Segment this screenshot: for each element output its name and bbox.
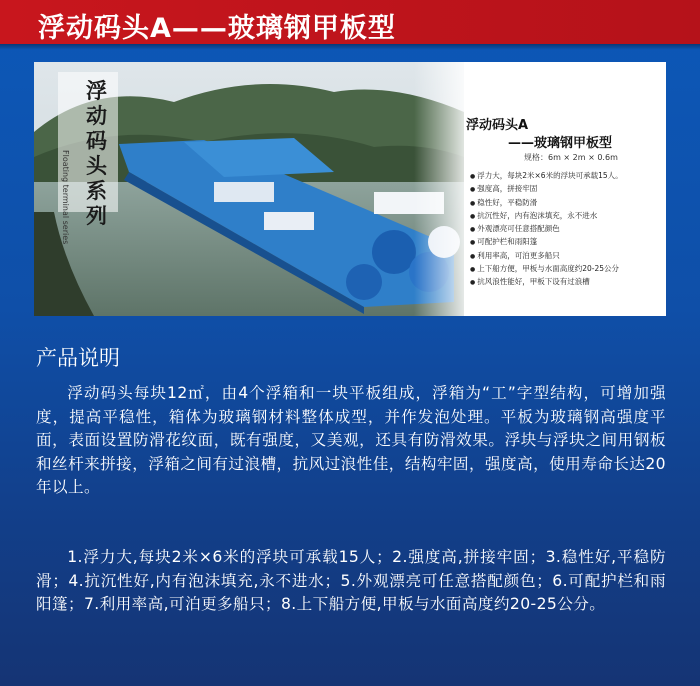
title-bar [0,0,700,44]
page-title: 浮动码头A——玻璃钢甲板型 [38,13,396,44]
spec-title: 浮动码头A [466,118,529,133]
feature-item: ● 抗风浪性能好，甲板下设有过浪槽 [470,276,623,289]
product-banner [34,62,666,316]
features-paragraph: 1.浮力大,每块2米×6米的浮块可承载15人；2.强度高,拼接牢固；3.稳性好,平稳防滑；4.抗沉性好,内有泡沫填充,永不进水；5.外观漂亮可任意搭配颜色；6.可配护栏和雨阳篷；7.利用率高,可泊更多船只；8.上下船方便,甲板与水面高度约20-25公分。 [36,548,666,613]
section-title: 产品说明 [36,346,120,370]
feature-item: ● 强度高，拼接牢固 [470,183,623,196]
series-subtitle: Floating terminal series [61,150,70,245]
feature-item: ● 外观漂亮可任意搭配颜色 [470,223,623,236]
feature-list [470,170,623,290]
spec-size: 规格：6m × 2m × 0.6m [524,153,618,162]
series-title: 浮动码头系列 [86,78,107,228]
feature-item: ● 可配护栏和雨阳篷 [470,236,623,249]
spec-subtitle: ——玻璃钢甲板型 [508,136,613,151]
feature-item: ● 上下船方便，甲板与水面高度约20-25公分 [470,263,623,276]
feature-item: ● 利用率高，可泊更多船只 [470,250,623,263]
feature-item: ● 稳性好，平稳防滑 [470,197,623,210]
feature-item: ● 浮力大，每块2米×6米的浮块可承载15人。 [470,170,623,183]
feature-item: ● 抗沉性好，内有泡沫填充，永不进水 [470,210,623,223]
description-paragraph: 浮动码头每块12㎡，由4个浮箱和一块平板组成，浮箱为“工”字型结构，可增加强度，提高平稳性，箱体为玻璃钢材料整体成型，并作发泡处理。平板为玻璃钢高强度平面，表面设置防滑花纹面，既有强度，又美观，还具有防滑效果。浮块与浮块之间用钢板和丝杆来拼接，浮箱之间有过浪槽，抗风过浪性佳，结构牢固，强度高，使用寿命长达20年以上。 [36,384,666,496]
